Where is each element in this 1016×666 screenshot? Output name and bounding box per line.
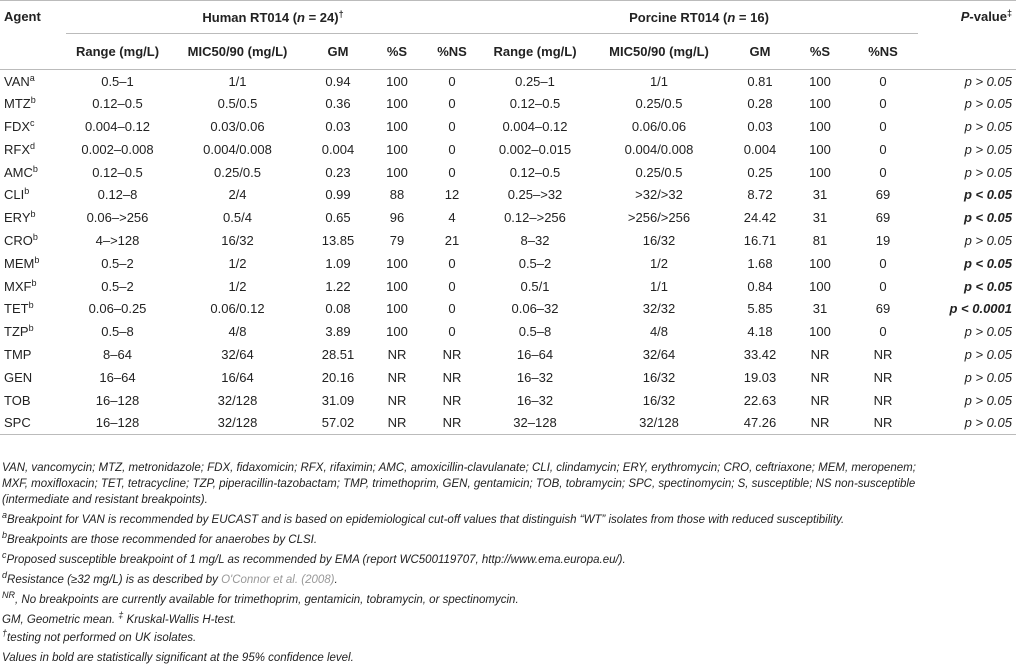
porcine-s-cell: 31 (812, 301, 828, 317)
porcine-ns-cell: 0 (879, 73, 887, 89)
human-mic-cell: 1/2 (228, 278, 247, 294)
porcine-mic-cell: 32/64 (642, 346, 676, 362)
human-range-cell: 0.004–0.12 (84, 118, 151, 134)
porcine-gm-cell: 16.71 (743, 232, 777, 248)
porcine-ns-cell: NR (873, 415, 893, 431)
porcine-s-cell: 100 (809, 96, 831, 112)
human-gm-cell: 0.65 (325, 210, 351, 226)
human-ns-cell: 0 (448, 255, 456, 271)
table-row (0, 411, 1016, 434)
pvalue-cell: p < 0.0001 (949, 301, 1012, 317)
human-ns-cell: 0 (448, 141, 456, 157)
porcine-s-cell: 100 (809, 278, 831, 294)
porcine-s-cell: 100 (809, 73, 831, 89)
human-mic-cell: 0.5/0.5 (217, 96, 258, 112)
human-mic-cell: 0.06/0.12 (210, 301, 265, 317)
porcine-ns-cell: 0 (879, 96, 887, 112)
porcine-s-cell: 31 (812, 210, 828, 226)
porcine-s-cell: 81 (812, 232, 828, 248)
agent-cell: TET$^b$ (4, 300, 34, 317)
human-mic-cell: 1/2 (228, 255, 247, 271)
pvalue-cell: p > 0.05 (964, 164, 1012, 180)
porcine-mic-cell: 16/32 (642, 232, 676, 248)
human-range-cell: 0.5–2 (101, 278, 134, 294)
human-mic-cell: 0.5/4 (223, 210, 252, 226)
agent-header: Agent (4, 9, 41, 24)
human-s-cell: NR (387, 392, 407, 408)
porcine-ns-cell: 0 (879, 141, 887, 157)
human-ns-cell: NR (442, 346, 462, 362)
human-s-cell: NR (387, 369, 407, 385)
porcine-gm-cell: 24.42 (743, 210, 777, 226)
human-s-cell: 79 (389, 232, 405, 248)
pvalue-cell: p < 0.05 (963, 278, 1012, 294)
porcine-mic-cell: 0.25/0.5 (635, 96, 683, 112)
porcine-range-cell: 8–32 (520, 232, 550, 248)
human-s-cell: NR (387, 415, 407, 431)
human-s-cell: 100 (386, 141, 408, 157)
porcine-range-cell: 32–128 (513, 415, 557, 431)
porcine-range-cell: 0.12–0.5 (509, 96, 561, 112)
porcine-ns-cell: 69 (875, 187, 891, 203)
pvalue-header: P-value‡ (960, 8, 1012, 24)
human-range-header: Range (mg/L) (75, 44, 160, 59)
human-mic-cell: 1/1 (228, 73, 247, 89)
footnote-c: $^c$Proposed susceptible breakpoint of 1 mg/L as recommended by EMA (report WC500119707, http://www.ema.europa.eu/). (2, 550, 626, 566)
porcine-ns-cell: NR (873, 369, 893, 385)
porcine-mic-cell: 1/1 (649, 73, 669, 89)
human-mic-cell: 16/32 (221, 232, 254, 248)
porcine-range-cell: 16–32 (516, 392, 554, 408)
pvalue-cell: p > 0.05 (964, 73, 1012, 89)
human-ns-cell: 0 (448, 73, 456, 89)
porcine-range-cell: 16–64 (516, 346, 554, 362)
table-row (0, 206, 1016, 229)
footnote-dagger: †testing not performed on UK isolates. (2, 628, 197, 644)
abbrev-line-2: MXF, moxifloxacin; TET, tetracycline; TZP, piperacillin-tazobactam; TMP, trimethoprim, GEN, gentamicin; TOB, tobramycin; SPC, spectinomycin; S, susceptible; NS non-susceptible (2, 478, 916, 490)
porcine-gm-cell: 5.85 (747, 301, 773, 317)
porcine-s-cell: 100 (809, 164, 831, 180)
porcine-range-cell: 0.004–0.12 (502, 118, 568, 134)
human-mic-cell: 32/64 (221, 346, 254, 362)
footnote-nr: $^{NR}$, No breakpoints are currently available for trimethoprim, gentamicin, tobramycin, or spectinomycin. (2, 590, 519, 606)
human-mic-cell: 4/8 (228, 324, 247, 340)
human-ns-cell: 0 (448, 164, 456, 180)
porcine-range-cell: 0.002–0.015 (498, 141, 572, 157)
human-mic-cell: 0.004/0.008 (203, 141, 272, 157)
human-s-cell: 96 (389, 210, 405, 226)
table-row (0, 343, 1016, 366)
human-ns-cell: 0 (448, 96, 456, 112)
human-range-cell: 0.5–1 (101, 73, 134, 89)
porcine-range-cell: 0.12–>256 (504, 210, 566, 226)
human-ns-cell: 0 (448, 118, 456, 134)
pvalue-cell: p > 0.05 (964, 96, 1012, 112)
footnote-b: $^b$Breakpoints are those recommended for anaerobes by CLSI. (2, 530, 318, 546)
human-s-cell: 100 (386, 324, 408, 340)
porcine-s-cell: NR (810, 392, 830, 408)
human-gm-cell: 1.22 (325, 278, 351, 294)
table-row (0, 138, 1016, 161)
human-gm-cell: 0.94 (325, 73, 351, 89)
agent-cell: TOB (4, 392, 31, 408)
reference-link[interactable]: O'Connor et al. (2008) (221, 574, 335, 586)
agent-cell: AMC$^b$ (4, 163, 38, 180)
human-gm-cell: 0.08 (325, 301, 351, 317)
human-range-cell: 0.002–0.008 (81, 141, 154, 157)
human-s-cell: 100 (386, 164, 408, 180)
porcine-mic-cell: 1/1 (649, 278, 669, 294)
table-row (0, 297, 1016, 320)
human-range-cell: 0.12–0.5 (92, 96, 143, 112)
porcine-gm-cell: 33.42 (743, 346, 777, 362)
human-gm-cell: 0.99 (325, 187, 351, 203)
agent-cell: MEM$^b$ (4, 254, 40, 271)
porcine-mic-header: MIC50/90 (mg/L) (609, 44, 709, 59)
porcine-mic-cell: 1/2 (649, 255, 669, 271)
table-row (0, 183, 1016, 206)
human-gm-cell: 20.16 (321, 369, 355, 385)
porcine-gm-header: GM (749, 44, 771, 59)
human-range-cell: 8–64 (103, 346, 132, 362)
porcine-range-cell: 0.5–8 (518, 324, 552, 340)
human-mic-header: MIC50/90 (mg/L) (187, 44, 288, 59)
pvalue-cell: p > 0.05 (964, 324, 1012, 340)
porcine-gm-cell: 47.26 (743, 415, 777, 431)
agent-cell: FDX$^c$ (4, 117, 35, 134)
footnote-a: $^a$Breakpoint for VAN is recommended by EUCAST and is based on epidemiological cut-off values that distinguish “WT” isolates from those with reduced susceptibility. (2, 510, 845, 526)
human-gm-cell: 28.51 (321, 346, 355, 362)
porcine-ns-cell: 69 (875, 210, 891, 226)
human-range-cell: 0.5–8 (101, 324, 134, 340)
table-row (0, 366, 1016, 389)
table-row (0, 252, 1016, 275)
porcine-ns-cell: 0 (879, 255, 887, 271)
abbrev-line-3: (intermediate and resistant breakpoints). (2, 494, 208, 506)
footnotes (2, 460, 1014, 666)
porcine-ns-cell: 0 (879, 164, 887, 180)
human-ns-cell: 0 (448, 301, 456, 317)
porcine-mic-cell: 32/32 (642, 301, 676, 317)
porcine-mic-cell: 4/8 (649, 324, 669, 340)
porcine-gm-cell: 1.68 (747, 255, 773, 271)
table-row (0, 275, 1016, 298)
human-s-cell: NR (387, 346, 407, 362)
abbrev-line-1: VAN, vancomycin; MTZ, metronidazole; FDX, fidaxomicin; RFX, rifaximin; AMC, amoxicillin-clavulanate; CLI, clindamycin; ERY, erythromycin; CRO, ceftriaxone; MEM, meropenem; (2, 462, 916, 474)
porcine-group-header: Porcine RT014 (n = 16) (480, 1, 918, 34)
porcine-gm-cell: 19.03 (743, 369, 777, 385)
agent-cell: TMP (4, 346, 32, 362)
pvalue-cell: p > 0.05 (964, 346, 1012, 362)
pvalue-cell: p > 0.05 (964, 232, 1012, 248)
porcine-s-header: %S (809, 44, 831, 59)
table-row (0, 115, 1016, 138)
agent-cell: MXF$^b$ (4, 277, 37, 294)
human-mic-cell: 32/128 (217, 392, 258, 408)
human-range-cell: 16–64 (99, 369, 136, 385)
human-range-cell: 0.5–2 (101, 255, 134, 271)
human-ns-cell: 4 (448, 210, 456, 226)
porcine-gm-cell: 0.03 (747, 118, 773, 134)
porcine-gm-cell: 0.81 (747, 73, 773, 89)
porcine-s-cell: 31 (812, 187, 828, 203)
human-s-cell: 100 (386, 73, 408, 89)
porcine-ns-cell: 0 (879, 324, 887, 340)
agent-cell: SPC (4, 415, 31, 431)
agent-cell: CRO$^b$ (4, 231, 38, 248)
pvalue-cell: p > 0.05 (964, 369, 1012, 385)
human-gm-cell: 1.09 (325, 255, 351, 271)
human-range-cell: 4–>128 (95, 232, 140, 248)
human-mic-cell: 0.03/0.06 (210, 118, 265, 134)
agent-cell: TZP$^b$ (4, 323, 34, 340)
agent-cell: VAN$^a$ (4, 72, 35, 89)
human-mic-cell: 0.25/0.5 (214, 164, 261, 180)
porcine-ns-cell: 0 (879, 278, 887, 294)
human-gm-cell: 0.36 (325, 96, 351, 112)
human-s-cell: 100 (386, 301, 408, 317)
human-gm-cell: 13.85 (321, 232, 355, 248)
porcine-s-cell: 100 (809, 255, 831, 271)
footnote-gm: GM, Geometric mean. ‡ Kruskal-Wallis H-test. (2, 610, 237, 626)
porcine-s-cell: NR (810, 369, 830, 385)
porcine-gm-cell: 22.63 (743, 392, 777, 408)
human-ns-cell: NR (442, 415, 462, 431)
porcine-ns-cell: 19 (875, 232, 891, 248)
pvalue-cell: p < 0.05 (963, 255, 1012, 271)
human-range-cell: 16–128 (95, 392, 140, 408)
porcine-s-cell: NR (810, 415, 830, 431)
agent-cell: CLI$^b$ (4, 186, 30, 203)
porcine-s-cell: 100 (809, 324, 831, 340)
human-ns-cell: 21 (444, 232, 460, 248)
porcine-range-cell: 0.25–>32 (507, 187, 563, 203)
porcine-gm-cell: 0.28 (747, 96, 773, 112)
porcine-range-cell: 0.5–2 (518, 255, 552, 271)
human-gm-cell: 0.23 (325, 164, 351, 180)
human-ns-cell: NR (442, 369, 462, 385)
porcine-ns-header: %NS (868, 44, 898, 59)
human-range-cell: 0.06–0.25 (88, 301, 147, 317)
table-row (0, 320, 1016, 343)
porcine-ns-cell: NR (873, 392, 893, 408)
porcine-mic-cell: 0.06/0.06 (631, 118, 687, 134)
human-range-cell: 0.12–8 (97, 187, 138, 203)
table-row (0, 229, 1016, 252)
porcine-ns-cell: 0 (879, 118, 887, 134)
human-range-cell: 0.06–>256 (86, 210, 149, 226)
human-ns-cell: 12 (444, 187, 460, 203)
human-ns-cell: 0 (448, 324, 456, 340)
porcine-mic-cell: 16/32 (642, 392, 676, 408)
human-s-cell: 100 (386, 96, 408, 112)
human-gm-cell: 0.004 (321, 141, 355, 157)
porcine-s-cell: 100 (809, 118, 831, 134)
porcine-gm-cell: 0.004 (743, 141, 777, 157)
porcine-ns-cell: 69 (875, 301, 891, 317)
agent-cell: MTZ$^b$ (4, 95, 36, 112)
human-mic-cell: 32/128 (217, 415, 258, 431)
agent-cell: ERY$^b$ (4, 209, 36, 226)
porcine-s-cell: NR (810, 346, 830, 362)
human-gm-header: GM (327, 44, 349, 59)
porcine-mic-cell: >256/>256 (627, 210, 691, 226)
porcine-range-cell: 0.06–32 (511, 301, 559, 317)
human-mic-cell: 2/4 (228, 187, 247, 203)
pvalue-cell: p < 0.05 (963, 187, 1012, 203)
human-gm-cell: 0.03 (325, 118, 351, 134)
porcine-range-cell: 0.12–0.5 (509, 164, 561, 180)
table-row (0, 70, 1016, 93)
porcine-gm-cell: 8.72 (747, 187, 773, 203)
porcine-gm-cell: 0.84 (747, 278, 773, 294)
porcine-ns-cell: NR (873, 346, 893, 362)
pvalue-cell: p > 0.05 (964, 392, 1012, 408)
porcine-range-cell: 0.25–1 (515, 73, 555, 89)
human-gm-cell: 3.89 (325, 324, 351, 340)
human-s-cell: 88 (389, 187, 405, 203)
table-row (0, 161, 1016, 184)
agent-cell: GEN (4, 369, 33, 385)
porcine-mic-cell: 32/128 (639, 415, 679, 431)
footnote-bold: Values in bold are statistically significant at the 95% confidence level. (2, 652, 354, 664)
porcine-mic-cell: >32/>32 (635, 187, 683, 203)
human-ns-cell: 0 (448, 278, 456, 294)
table-row (0, 92, 1016, 115)
human-gm-cell: 31.09 (321, 392, 355, 408)
porcine-gm-cell: 4.18 (747, 324, 773, 340)
porcine-s-cell: 100 (809, 141, 831, 157)
human-s-cell: 100 (386, 118, 408, 134)
human-s-cell: 100 (386, 255, 408, 271)
pvalue-cell: p > 0.05 (964, 141, 1012, 157)
pvalue-cell: p > 0.05 (964, 415, 1012, 431)
table-body (0, 70, 1016, 435)
human-s-cell: 100 (386, 278, 408, 294)
porcine-range-cell: 16–32 (516, 369, 554, 385)
footnote-d: $^d$Resistance (≥32 mg/L) is as described by O'Connor et al. (2008). (2, 570, 338, 586)
human-ns-cell: NR (442, 392, 462, 408)
porcine-range-cell: 0.5/1 (520, 278, 550, 294)
human-group-header: Human RT014 (n = 24)† (66, 1, 480, 34)
porcine-mic-cell: 16/32 (642, 369, 676, 385)
human-range-cell: 16–128 (95, 415, 140, 431)
table-row (0, 389, 1016, 412)
porcine-mic-cell: 0.004/0.008 (624, 141, 694, 157)
agent-cell: RFX$^d$ (4, 140, 36, 157)
porcine-mic-cell: 0.25/0.5 (635, 164, 683, 180)
pvalue-cell: p > 0.05 (964, 118, 1012, 134)
human-range-cell: 0.12–0.5 (92, 164, 143, 180)
porcine-range-header: Range (mg/L) (493, 44, 577, 59)
human-mic-cell: 16/64 (221, 369, 254, 385)
pvalue-cell: p < 0.05 (963, 210, 1012, 226)
porcine-gm-cell: 0.25 (747, 164, 773, 180)
human-gm-cell: 57.02 (321, 415, 355, 431)
human-s-header: %S (386, 44, 408, 59)
human-ns-header: %NS (437, 44, 467, 59)
